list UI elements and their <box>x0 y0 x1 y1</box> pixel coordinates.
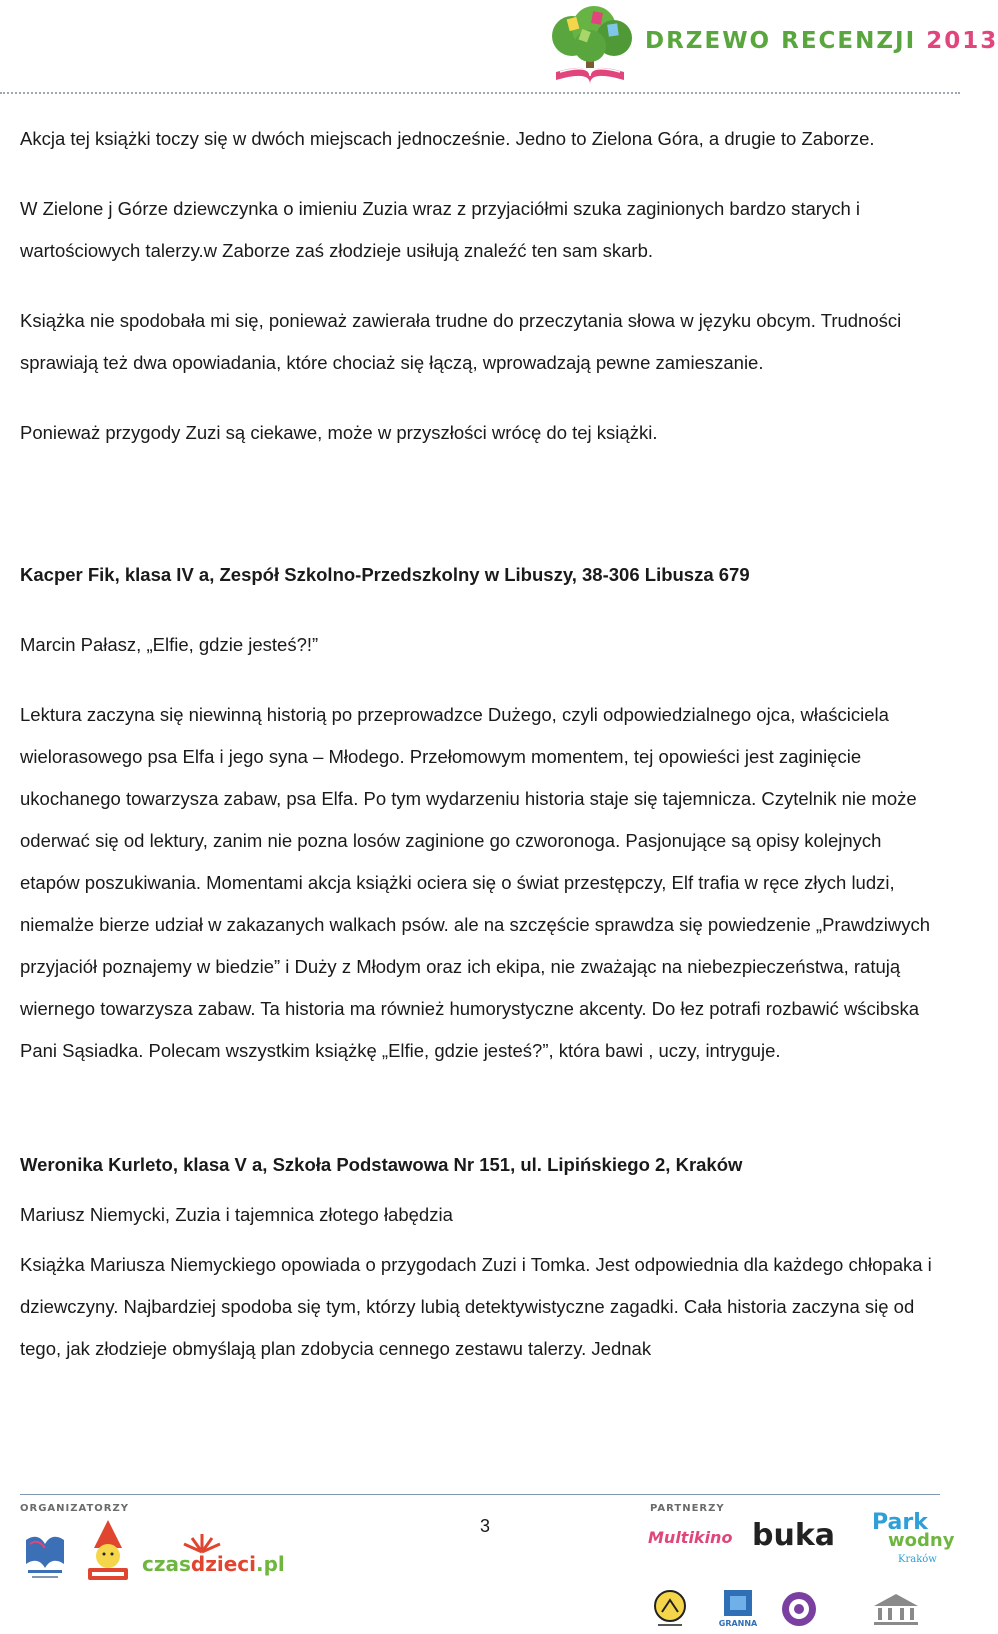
buka-logo: buka <box>752 1518 836 1553</box>
page-header <box>0 0 998 100</box>
organizers-label: ORGANIZATORZY <box>20 1503 129 1514</box>
multikino-logo: Multikino <box>648 1528 733 1547</box>
granna-logo <box>718 1588 758 1628</box>
tree-book-logo <box>542 6 638 88</box>
review-author: Weronika Kurleto, klasa V a, Szkoła Podstawowa Nr 151, ul. Lipińskiego 2, Kraków <box>20 1154 743 1175</box>
park-wodny-logo <box>868 1510 955 1572</box>
logo-text-krakow: Kraków <box>898 1554 937 1565</box>
paragraph: Ponieważ przygody Zuzi są ciekawe, może w przyszłości wrócę do tej książki. <box>20 422 658 443</box>
review-author: Kacper Fik, klasa IV a, Zespół Szkolno-Przedszkolny w Libuszy, 38-306 Libusza 679 <box>20 564 750 585</box>
cycling-center-logo <box>652 1590 688 1630</box>
brand-name: DRZEWO RECENZJI <box>645 28 917 54</box>
paragraph: Akcja tej książki toczy się w dwóch miejscach jednocześnie. Jedno to Zielona Góra, a drugie to Zaborze. <box>20 128 875 149</box>
logo-text-wodny: wodny <box>888 1530 955 1551</box>
footer-divider <box>20 1494 940 1495</box>
skrzat-logo <box>84 1518 132 1584</box>
history-museum-logo <box>866 1590 926 1630</box>
review-text: Książka Mariusza Niemyckiego opowiada o przygodach Zuzi i Tomka. Jest odpowiednia dla każdego chłopaka i dziewczyny. Najbardziej spodoba się tym, którzy lubią detektywistyczne zagadki. Cała historia zaczyna się od tego, jak złodzieje obmyślają plan zdobycia cennego zestawu talerzy. Jednak <box>20 1254 932 1359</box>
logo-text-czas: czas <box>142 1552 191 1576</box>
sun-rays-icon <box>172 1534 232 1552</box>
header-divider <box>0 92 960 94</box>
paragraph: Książka nie spodobała mi się, ponieważ zawierała trudne do przeczytania słowa w języku obcym. Trudności sprawiają też dwa opowiadania, które chociaż się łączą, wprowadzają pewne zamieszanie. <box>20 310 902 373</box>
review-book-title: Mariusz Niemycki, Zuzia i tajemnica złotego łabędzia <box>20 1204 453 1225</box>
paragraph: W Zielone j Górze dziewczynka o imieniu Zuzia wraz z przyjaciółmi szuka zaginionych bardzo starych i wartościowych talerzy.w Zaborze zaś złodzieje usiłują znaleźć ten sam skarb. <box>20 198 861 261</box>
logo-text-pl: .pl <box>256 1552 285 1576</box>
badge-logo <box>780 1590 818 1628</box>
logo-text-granna: GRANNA <box>718 1619 758 1628</box>
brand-title <box>645 28 998 54</box>
logo-text-dzieci: dzieci <box>190 1552 256 1576</box>
review-book-title: Marcin Pałasz, „Elfie, gdzie jesteś?!” <box>20 634 319 655</box>
library-logo <box>20 1530 70 1584</box>
page-number: 3 <box>480 1516 491 1536</box>
review-text: Lektura zaczyna się niewinną historią po przeprowadzce Dużego, czyli odpowiedzialnego ojca, właściciela wielorasowego psa Elfa i jego syna – Młodego. Przełomowym momentem, tej opowieści jest zaginięcie ukochanego towarzysza zabaw, psa Elfa. Po tym wydarzeniu historia staje się tajemnicza. Czytelnik nie może oderwać się od lektury, zanim nie pozna losów zaginione go czworonoga. Pasjonujące są opisy kolejnych etapów poszukiwania. Momentami akcja książki ociera się o świat przestępczy, Elf trafia w ręce złych ludzi, niemalże bierze udział w zakazanych walkach psów. ale na szczęście sprawdza się powiedzenie „Prawdziwych przyjaciół poznajemy w biedzie” i Duży z Młodym oraz ich ekipa, nie zważając na niebezpieczeństwa, ratują wiernego towarzysza zabaw. Ta historia ma również humorystyczne akcenty. Do łez potrafi rozbawić wścibska Pani Sąsiadka. Polecam wszystkim książkę „Elfie, gdzie jesteś?”, która bawi , uczy, intryguje. <box>20 704 931 1061</box>
partners-label: PARTNERZY <box>650 1503 725 1514</box>
document-body <box>20 118 945 1370</box>
czasdzieci-logo <box>142 1538 285 1578</box>
brand-year: 2013 <box>926 28 998 54</box>
logo-text-park: Park <box>872 1510 928 1535</box>
